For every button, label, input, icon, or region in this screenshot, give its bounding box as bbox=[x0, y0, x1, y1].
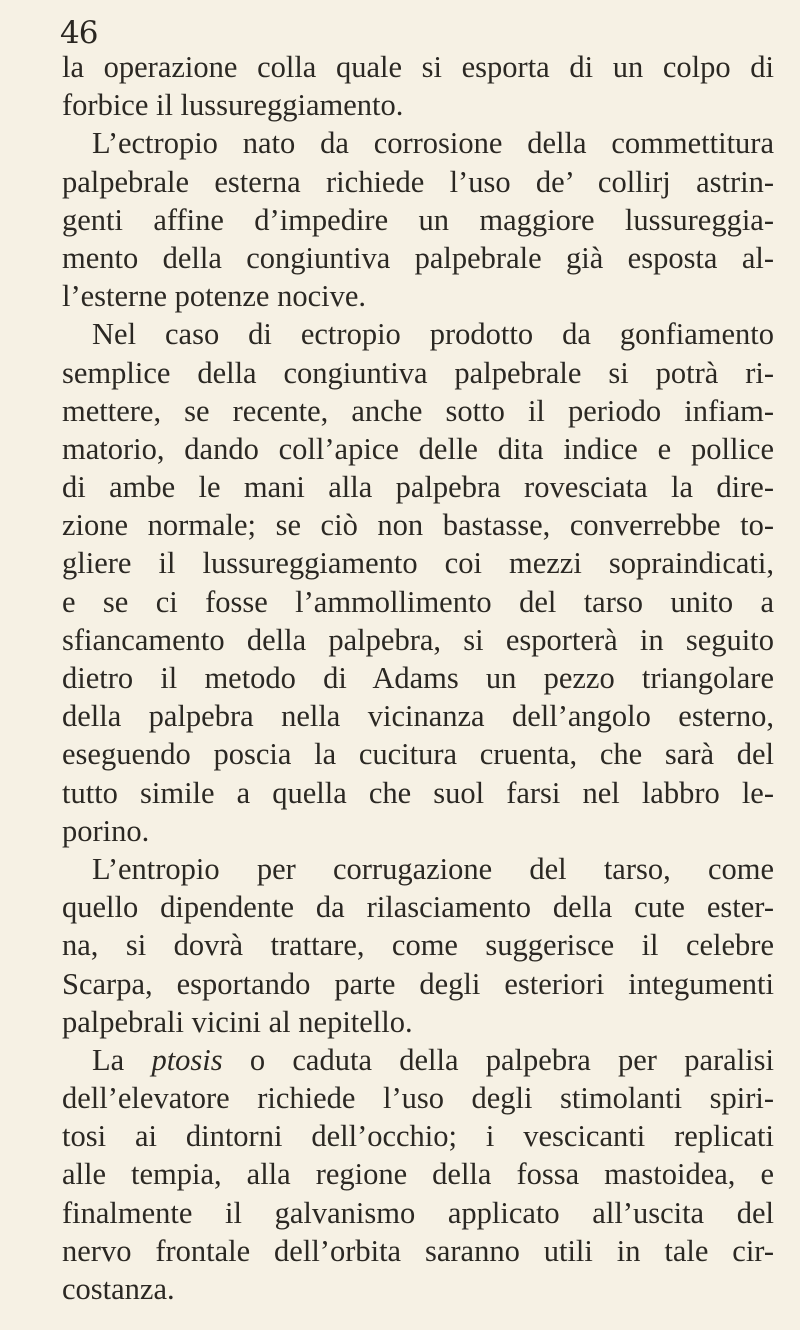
text-line: la operazione colla quale si esporta di un colpo di bbox=[62, 50, 774, 84]
text-line: alle tempia, alla regione della fossa mastoidea, e bbox=[62, 1157, 774, 1192]
text-line: dietro il metodo di Adams un pezzo triangolare bbox=[62, 661, 774, 695]
text-line: forbice il lussureggiamento. bbox=[62, 88, 404, 123]
text-line: e se ci fosse l’ammollimento del tarso unito a bbox=[62, 584, 774, 619]
text-line: Scarpa, esportando parte degli esteriori integumenti bbox=[62, 966, 774, 1001]
text-line: tutto simile a quella che suol farsi nel labbro le- bbox=[62, 775, 774, 810]
text-line: sfiancamento della palpebra, si esporterà in seguito bbox=[62, 622, 774, 657]
text-line: di ambe le mani alla palpebra rovesciata la dire- bbox=[62, 470, 774, 505]
text-run: o caduta della palpebra per paralisi bbox=[222, 1042, 774, 1077]
text-line: costanza. bbox=[62, 1272, 175, 1306]
text-line: tosi ai dintorni dell’occhio; i vescicanti replicati bbox=[62, 1119, 774, 1154]
text-line: palpebrale esterna richiede l’uso de’ collirj astrin- bbox=[62, 164, 774, 199]
page-number: 46 bbox=[60, 15, 98, 51]
text-line-with-italic bbox=[62, 1041, 774, 1079]
text-line: L’ectropio nato da corrosione della commettitura bbox=[92, 126, 774, 161]
body-text bbox=[62, 48, 774, 1308]
text-line: matorio, dando coll’apice delle dita indice e pollice bbox=[62, 431, 774, 466]
text-line: eseguendo poscia la cucitura cruenta, che sarà del bbox=[62, 737, 774, 772]
text-line: semplice della congiuntiva palpebrale si potrà ri- bbox=[62, 355, 774, 390]
text-run: La bbox=[92, 1042, 152, 1077]
text-line: l’esterne potenze nocive. bbox=[62, 279, 367, 314]
text-line: finalmente il galvanismo applicato all’uscita del bbox=[62, 1195, 774, 1230]
text-line: genti affine d’impedire un maggiore lussureggia- bbox=[62, 202, 774, 237]
text-line: quello dipendente da rilasciamento della cute ester- bbox=[62, 890, 774, 925]
text-line: zione normale; se ciò non bastasse, converrebbe to- bbox=[62, 508, 774, 543]
text-line: na, si dovrà trattare, come suggerisce il celebre bbox=[62, 928, 774, 963]
text-line: della palpebra nella vicinanza dell’angolo esterno, bbox=[62, 699, 774, 734]
text-line: porino. bbox=[62, 813, 150, 848]
text-line: gliere il lussureggiamento coi mezzi sopraindicati, bbox=[62, 546, 774, 581]
text-line: dell’elevatore richiede l’uso degli stimolanti spiri- bbox=[62, 1081, 774, 1116]
text-line: palpebrali vicini al nepitello. bbox=[62, 1004, 413, 1039]
text-line: L’entropio per corrugazione del tarso, come bbox=[92, 851, 774, 886]
text-line: Nel caso di ectropio prodotto da gonfiamento bbox=[92, 317, 774, 352]
text-line: nervo frontale dell’orbita saranno utili in tale cir- bbox=[62, 1233, 774, 1268]
text-line: mento della congiuntiva palpebrale già esposta al- bbox=[62, 240, 774, 275]
italic-term: ptosis bbox=[151, 1042, 223, 1077]
text-line: mettere, se recente, anche sotto il periodo infiam- bbox=[62, 393, 774, 428]
